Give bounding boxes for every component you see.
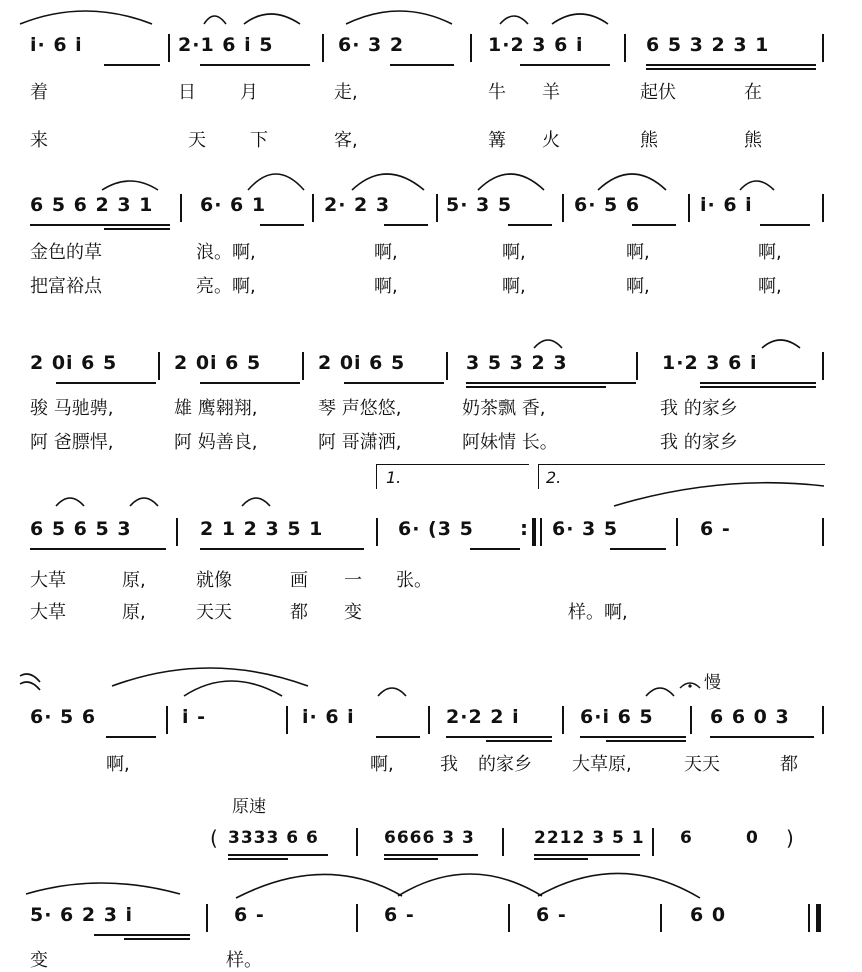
lyric-1-1: 着 <box>30 82 48 103</box>
measure-5-2: i - <box>182 706 207 728</box>
lyric-5-4: 的家乡 <box>478 754 532 775</box>
ties-6 <box>0 788 862 972</box>
lyric-5-5: 大草原, <box>572 754 632 775</box>
measure-2-2: 6· 6 1 <box>200 194 267 216</box>
measure-5-4: 2·2 2 i <box>446 706 520 728</box>
lyric-4-9: 天天 <box>196 602 232 623</box>
lyric-4-7: 大草 <box>30 602 66 623</box>
measure-2-4: 5· 3 5 <box>446 194 513 216</box>
lyric-2-3: 啊, <box>374 242 398 263</box>
lyric-1-6: 羊 <box>542 82 560 103</box>
measure-5-5: 6·i 6 5 <box>580 706 654 728</box>
lyric-5-7: 都 <box>780 754 798 775</box>
lyric-2-12: 啊, <box>758 276 782 297</box>
measure-1-2: 2·1 6 i 5 <box>178 34 274 56</box>
volta-1-label: 1. <box>386 468 402 487</box>
lyric-1-9: 来 <box>30 130 48 151</box>
intro-paren-open: ( <box>210 826 218 850</box>
measure-1-3: 6· 3 2 <box>338 34 405 56</box>
lyric-1-16: 熊 <box>744 130 762 151</box>
lyric-1-11: 下 <box>250 130 268 151</box>
lyric-1-15: 熊 <box>640 130 658 151</box>
measure-4-3: 6· (3 5 <box>398 518 474 540</box>
lyric-3-5: 我 的家乡 <box>660 398 738 419</box>
lyric-2-6: 啊, <box>758 242 782 263</box>
lyric-5-2: 啊, <box>370 754 394 775</box>
lyric-3-8: 阿 哥潇洒, <box>318 432 402 453</box>
lyric-3-1: 骏 马驰骋, <box>30 398 114 419</box>
lyric-4-10: 都 <box>290 602 308 623</box>
final-barline <box>816 904 821 932</box>
ties-2 <box>0 160 862 320</box>
lyric-1-5: 牛 <box>488 82 506 103</box>
lyric-2-9: 啊, <box>374 276 398 297</box>
lyric-2-4: 啊, <box>502 242 526 263</box>
lyric-2-11: 啊, <box>626 276 650 297</box>
measure-6-3: 6 - <box>384 904 415 926</box>
intro-4: 6 <box>680 828 693 848</box>
lyric-2-10: 啊, <box>502 276 526 297</box>
lyric-4-8: 原, <box>122 602 146 623</box>
tempo-original: 原速 <box>232 797 266 817</box>
lyric-6-1: 变 <box>30 950 48 971</box>
lyric-4-1: 大草 <box>30 570 66 591</box>
lyric-1-12: 客, <box>334 130 358 151</box>
measure-1-4: 1·2 3 6 i <box>488 34 584 56</box>
lyric-3-2: 雄 鹰翱翔, <box>174 398 258 419</box>
measure-4-2: 2 1 2 3 5 1 <box>200 518 324 540</box>
measure-4-1: 6 5 6 5 3 <box>30 518 132 540</box>
measure-6-2: 6 - <box>234 904 265 926</box>
measure-2-6: i· 6 i <box>700 194 753 216</box>
system-4 <box>0 458 862 630</box>
measure-3-2: 2 0i 6 5 <box>174 352 262 374</box>
tempo-slow: 慢 <box>704 673 721 693</box>
lyric-3-6: 阿 爸膘悍, <box>30 432 114 453</box>
intro-2: 6666 3 3 <box>384 828 475 848</box>
lyric-5-1: 啊, <box>106 754 130 775</box>
lyric-4-3: 就像 <box>196 570 232 591</box>
lyric-1-3: 月 <box>240 82 258 103</box>
measure-4-5: 6 - <box>700 518 731 540</box>
lyric-5-3: 我 <box>440 754 458 775</box>
ties-1 <box>0 0 862 160</box>
lyric-4-4: 画 <box>290 570 308 591</box>
lyric-6-2: 样。 <box>226 950 262 971</box>
lyric-2-1: 金色的草 <box>30 242 102 263</box>
lyric-2-2: 浪。啊, <box>196 242 256 263</box>
lyric-4-11: 变 <box>344 602 362 623</box>
lyric-4-2: 原, <box>122 570 146 591</box>
system-1 <box>0 0 862 160</box>
measure-2-1: 6 5 6 2 3 1 <box>30 194 154 216</box>
lyric-1-10: 天 <box>188 130 206 151</box>
lyric-4-6: 张。 <box>396 570 432 591</box>
intro-paren-close: ) <box>786 826 794 850</box>
lyric-5-6: 天天 <box>684 754 720 775</box>
repeat-end-barline <box>532 518 536 546</box>
measure-3-5: 1·2 3 6 i <box>662 352 758 374</box>
repeat-end-dots: : <box>520 516 528 540</box>
intro-5: 0 <box>746 828 759 848</box>
measure-5-6: 6 6 0 3 <box>710 706 790 728</box>
measure-4-4: 6· 3 5 <box>552 518 619 540</box>
measure-3-1: 2 0i 6 5 <box>30 352 118 374</box>
measure-6-1: 5· 6 2 3 i <box>30 904 134 926</box>
lyric-1-2: 日 <box>178 82 196 103</box>
system-3 <box>0 318 862 478</box>
measure-2-5: 6· 5 6 <box>574 194 641 216</box>
lyric-4-12: 样。啊, <box>568 602 628 623</box>
lyric-3-7: 阿 妈善良, <box>174 432 258 453</box>
lyric-3-9: 阿妹情 长。 <box>462 432 558 453</box>
measure-3-3: 2 0i 6 5 <box>318 352 406 374</box>
lyric-3-10: 我 的家乡 <box>660 432 738 453</box>
lyric-1-13: 篝 <box>488 130 506 151</box>
lyric-4-5: 一 <box>344 570 362 591</box>
lyric-3-4: 奶茶飘 香, <box>462 398 546 419</box>
intro-1: 3333 6 6 <box>228 828 319 848</box>
measure-1-1: i· 6 i <box>30 34 83 56</box>
measure-1-5: 6 5 3 2 3 1 <box>646 34 770 56</box>
volta-2-label: 2. <box>546 468 562 487</box>
measure-3-4: 3 5 3 2 3 <box>466 352 568 374</box>
lyric-1-8: 在 <box>744 82 762 103</box>
measure-6-5: 6 0 <box>690 904 727 926</box>
system-5 <box>0 650 862 790</box>
lyric-1-4: 走, <box>334 82 358 103</box>
lyric-1-7: 起伏 <box>640 82 676 103</box>
intro-3: 2212 3 5 1 <box>534 828 645 848</box>
lyric-2-5: 啊, <box>626 242 650 263</box>
lyric-2-7: 把富裕点 <box>30 276 102 297</box>
measure-5-3: i· 6 i <box>302 706 355 728</box>
measure-5-1: 6· 5 6 <box>30 706 97 728</box>
lyric-3-3: 琴 声悠悠, <box>318 398 402 419</box>
measure-2-3: 2· 2 3 <box>324 194 391 216</box>
measure-6-4: 6 - <box>536 904 567 926</box>
system-2 <box>0 160 862 320</box>
system-6 <box>0 788 862 972</box>
lyric-2-8: 亮。啊, <box>196 276 256 297</box>
lyric-1-14: 火 <box>542 130 560 151</box>
